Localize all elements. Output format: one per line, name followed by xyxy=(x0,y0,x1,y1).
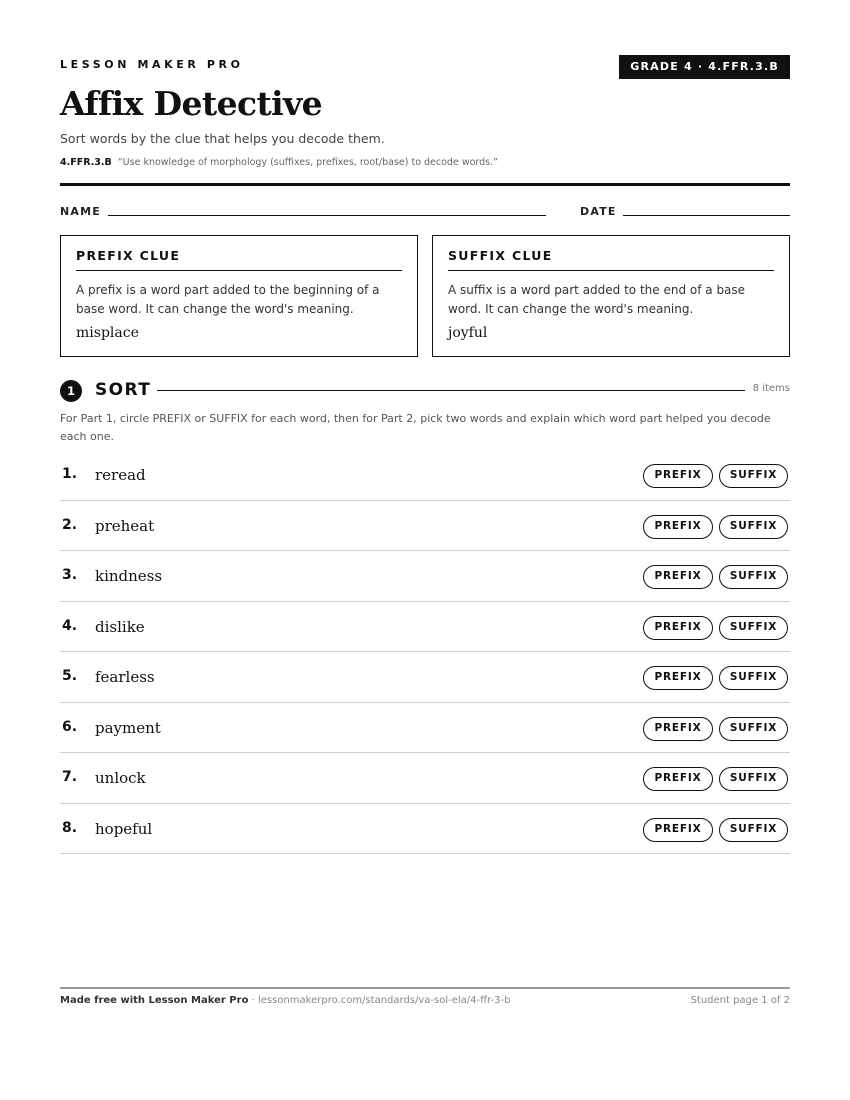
name-field[interactable] xyxy=(108,215,546,216)
item-word: dislike xyxy=(95,617,145,636)
worksheet-page xyxy=(60,0,790,1100)
word-row xyxy=(60,804,790,855)
word-row xyxy=(60,602,790,653)
standard-text: “Use knowledge of morphology (suffixes, prefixes, root/base) to decode words.” xyxy=(117,157,499,168)
section-instructions: For Part 1, circle PREFIX or SUFFIX for each word, then for Part 2, pick two words and explain which word part helped you decode each one. xyxy=(60,412,771,443)
word-row xyxy=(60,652,790,703)
prefix-clue-card xyxy=(60,235,418,357)
suffix-option[interactable]: SUFFIX xyxy=(719,565,788,589)
item-word: hopeful xyxy=(95,819,153,838)
item-word: preheat xyxy=(95,516,155,535)
item-number: 5. xyxy=(62,668,78,684)
suffix-option[interactable]: SUFFIX xyxy=(719,666,788,690)
header-divider xyxy=(60,183,790,186)
word-row xyxy=(60,450,790,501)
item-number: 8. xyxy=(62,819,78,836)
item-count: 8 items xyxy=(752,383,790,394)
item-number: 6. xyxy=(62,718,78,735)
suffix-option[interactable]: SUFFIX xyxy=(719,616,788,640)
word-row xyxy=(60,703,790,754)
prefix-option[interactable]: PREFIX xyxy=(643,767,713,791)
word-row xyxy=(60,753,790,804)
prefix-clue-title: PREFIX CLUE xyxy=(76,248,402,271)
item-number: 7. xyxy=(62,769,78,785)
item-word: unlock xyxy=(95,769,146,787)
prefix-option[interactable]: PREFIX xyxy=(643,515,713,539)
footer-url[interactable]: · lessonmakerpro.com/standards/va-sol-ela/4-ffr-3-b xyxy=(248,995,511,1006)
footer-credit xyxy=(60,995,510,1006)
prefix-option[interactable]: PREFIX xyxy=(643,666,713,690)
page-subtitle: Sort words by the clue that helps you decode them. xyxy=(60,131,385,146)
suffix-option[interactable]: SUFFIX xyxy=(719,515,788,539)
prefix-option[interactable]: PREFIX xyxy=(643,717,713,741)
suffix-clue-card xyxy=(432,235,790,357)
standard-reference xyxy=(60,157,498,168)
item-word: fearless xyxy=(95,668,155,686)
item-number: 3. xyxy=(62,567,78,583)
footer-made-with: Made free with Lesson Maker Pro xyxy=(60,995,249,1006)
prefix-option[interactable]: PREFIX xyxy=(643,464,713,488)
suffix-clue-example: joyful xyxy=(448,325,488,341)
item-number: 1. xyxy=(62,466,78,482)
prefix-option[interactable]: PREFIX xyxy=(643,616,713,640)
item-word: kindness xyxy=(95,567,163,585)
sort-section-header xyxy=(60,378,790,402)
suffix-option[interactable]: SUFFIX xyxy=(719,464,788,488)
prefix-clue-description: A prefix is a word part added to the beginning of a base word. It can change the word's meaning. xyxy=(76,283,380,316)
page-indicator: Student page 1 of 2 xyxy=(690,995,790,1006)
word-list xyxy=(60,450,790,854)
suffix-clue-description: A suffix is a word part added to the end of a base word. It can change the word's meaning. xyxy=(448,283,746,316)
brand-name: LESSON MAKER PRO xyxy=(60,58,244,71)
prefix-option[interactable]: PREFIX xyxy=(643,818,713,842)
word-row xyxy=(60,501,790,552)
suffix-option[interactable]: SUFFIX xyxy=(719,767,788,791)
page-title: Affix Detective xyxy=(60,84,323,123)
prefix-option[interactable]: PREFIX xyxy=(643,565,713,589)
item-number: 2. xyxy=(62,516,78,533)
step-number-badge: 1 xyxy=(60,380,82,402)
grade-badge: GRADE 4 · 4.FFR.3.B xyxy=(619,55,790,79)
item-number: 4. xyxy=(62,617,78,634)
suffix-clue-title: SUFFIX CLUE xyxy=(448,248,774,271)
name-label: NAME xyxy=(60,205,101,218)
item-word: payment xyxy=(95,718,161,737)
date-label: DATE xyxy=(580,205,617,218)
footer-divider xyxy=(60,987,790,989)
suffix-option[interactable]: SUFFIX xyxy=(719,818,788,842)
word-row xyxy=(60,551,790,602)
item-word: reread xyxy=(95,466,146,484)
prefix-clue-example: misplace xyxy=(76,325,139,341)
suffix-option[interactable]: SUFFIX xyxy=(719,717,788,741)
date-field[interactable] xyxy=(623,215,790,216)
section-divider xyxy=(157,390,745,391)
section-title: SORT xyxy=(95,380,152,400)
standard-code: 4.FFR.3.B xyxy=(60,157,112,168)
